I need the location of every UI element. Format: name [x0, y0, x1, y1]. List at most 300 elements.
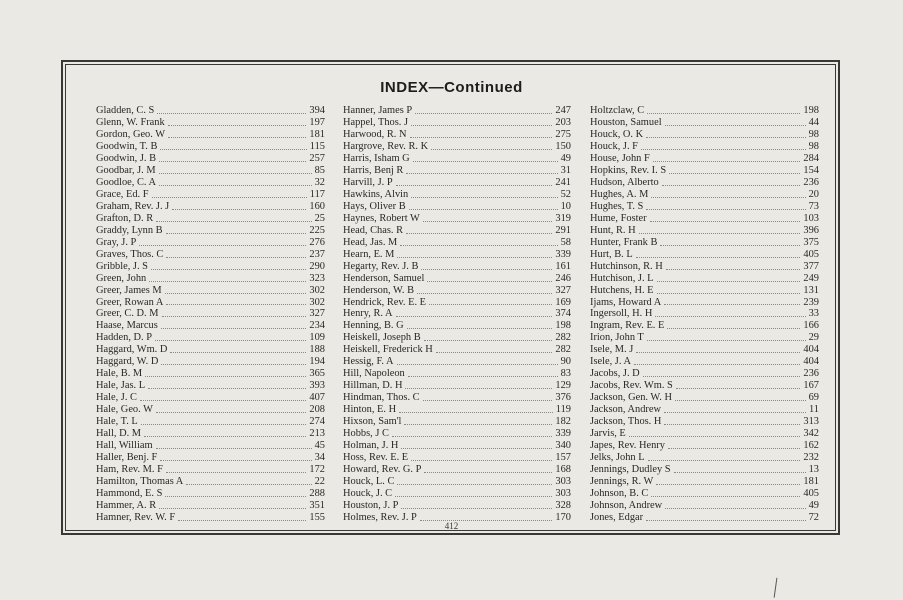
entry-name: Hunt, R. H: [590, 224, 636, 236]
index-entry: [96, 249, 325, 261]
entry-name: Hall, D. M: [96, 428, 142, 440]
entry-name: Heiskell, Frederick H: [343, 344, 433, 356]
entry-name: Gordon, Geo. W: [96, 128, 166, 140]
index-entry: [96, 464, 325, 476]
entry-name: Hutchison, J. L: [590, 272, 654, 284]
dot-leader: [636, 256, 801, 258]
entry-page-number: 131: [803, 284, 819, 296]
entry-page-number: 327: [555, 284, 571, 296]
index-entry: [343, 153, 571, 165]
entry-name: Gladden, C. S: [96, 105, 155, 116]
index-entry: [590, 392, 819, 404]
entry-page-number: 98: [808, 140, 819, 152]
entry-page-number: 117: [309, 188, 325, 200]
entry-name: Hadden, D. P: [96, 332, 152, 344]
entry-page-number: 232: [803, 452, 819, 464]
dot-leader: [639, 232, 801, 234]
entry-page-number: 225: [309, 224, 325, 236]
entry-page-number: 25: [314, 212, 325, 224]
entry-page-number: 32: [314, 176, 325, 188]
dot-leader: [665, 507, 805, 509]
entry-name: Grafton, D. R: [96, 212, 154, 224]
entry-name: Hamilton, Thomas A: [96, 476, 184, 488]
index-entry: [96, 488, 325, 500]
dot-leader: [410, 136, 553, 138]
index-entry: [590, 416, 819, 428]
entry-name: Haggard, W. D: [96, 356, 159, 368]
entry-name: Greer, Rowan A: [96, 296, 164, 308]
index-entry: [590, 213, 819, 225]
entry-page-number: 33: [808, 308, 819, 320]
dot-leader: [664, 303, 800, 305]
dot-leader: [157, 112, 306, 114]
index-entry: [343, 440, 571, 452]
entry-page-number: 282: [555, 344, 571, 356]
index-entry: [590, 189, 819, 201]
dot-leader: [667, 327, 800, 329]
dot-leader: [424, 339, 553, 341]
dot-leader: [140, 399, 306, 401]
entry-name: Hixson, Sam'l: [343, 416, 402, 428]
index-entry: [96, 153, 325, 165]
entry-name: Johnson, Andrew: [590, 499, 663, 511]
entry-page-number: 290: [309, 260, 325, 272]
entry-name: Jennings, R. W: [590, 476, 654, 488]
index-entry: [96, 201, 325, 213]
index-entry: [590, 105, 819, 117]
entry-page-number: 166: [803, 320, 819, 332]
index-entry: [590, 332, 819, 344]
entry-page-number: 405: [803, 248, 819, 260]
index-entry: [96, 237, 325, 249]
dot-leader: [155, 339, 306, 341]
dot-leader: [643, 375, 801, 377]
index-entry: [343, 452, 571, 464]
entry-page-number: 236: [803, 368, 819, 380]
index-entry: [343, 261, 571, 273]
index-entry: [590, 153, 819, 165]
entry-name: Jacobs, J. D: [590, 368, 640, 380]
dot-leader: [651, 196, 805, 198]
index-entry: [96, 165, 325, 177]
index-entry: [590, 249, 819, 261]
entry-page-number: 203: [555, 116, 571, 128]
index-heading: INDEX—Continued: [380, 79, 523, 96]
index-entry: [590, 129, 819, 141]
index-entry: [343, 500, 571, 512]
entry-page-number: 303: [555, 488, 571, 499]
index-entry: [96, 308, 325, 320]
index-entry: [96, 117, 325, 129]
index-entry: [96, 213, 325, 225]
index-entry: [343, 428, 571, 440]
dot-leader: [634, 363, 800, 365]
entry-name: Jackson, Andrew: [590, 404, 661, 416]
dot-leader: [401, 447, 552, 449]
index-entry: [96, 416, 325, 428]
entry-name: Graves, Thos. C: [96, 248, 164, 260]
dot-leader: [144, 435, 306, 437]
entry-page-number: 288: [309, 488, 325, 499]
entry-name: Hall, William: [96, 440, 153, 452]
entry-page-number: 119: [555, 404, 571, 416]
entry-name: Henderson, W. B: [343, 284, 414, 296]
dot-leader: [660, 244, 800, 246]
entry-name: Hessig, F. A: [343, 356, 394, 368]
entry-page-number: 115: [309, 140, 325, 152]
dot-leader: [159, 172, 312, 174]
dot-leader: [168, 136, 306, 138]
dot-leader: [149, 280, 306, 282]
index-entry: [343, 165, 571, 177]
index-entry: [96, 344, 325, 356]
entry-name: Isele, M. J: [590, 344, 634, 356]
index-entry: [343, 476, 571, 488]
entry-page-number: 239: [803, 296, 819, 308]
entry-page-number: 20: [808, 188, 819, 200]
dot-leader: [168, 124, 307, 126]
dot-leader: [423, 399, 553, 401]
entry-name: Head, Chas. R: [343, 224, 404, 236]
dot-leader: [156, 411, 306, 413]
index-entry: [96, 404, 325, 416]
entry-page-number: 194: [309, 356, 325, 368]
index-entry: [343, 416, 571, 428]
dot-leader: [651, 495, 800, 497]
entry-name: Goodwin, J. B: [96, 152, 157, 164]
entry-page-number: 34: [314, 452, 325, 464]
entry-page-number: 284: [803, 152, 819, 164]
index-entry: [96, 297, 325, 309]
entry-page-number: 10: [560, 200, 571, 212]
entry-name: Houck, J. C: [343, 488, 393, 499]
dot-leader: [668, 447, 800, 449]
dot-leader: [636, 351, 800, 353]
dot-leader: [657, 292, 801, 294]
entry-name: Ingram, Rev. E. E: [590, 320, 665, 332]
entry-page-number: 291: [555, 224, 571, 236]
entry-name: Hinton, E. H: [343, 404, 397, 416]
entry-name: House, John F: [590, 152, 650, 164]
entry-page-number: 234: [309, 320, 325, 332]
entry-name: Glenn, W. Frank: [96, 116, 165, 128]
entry-page-number: 275: [555, 128, 571, 140]
entry-name: Goodbar, J. M: [96, 164, 156, 176]
entry-page-number: 323: [309, 272, 325, 284]
index-entry: [96, 500, 325, 512]
dot-leader: [401, 507, 552, 509]
entry-page-number: 22: [314, 476, 325, 488]
index-entry: [343, 225, 571, 237]
entry-name: Irion, John T: [590, 332, 644, 344]
entry-name: Hays, Oliver B: [343, 200, 406, 212]
index-entry: [343, 117, 571, 129]
entry-name: Jennings, Dudley S: [590, 464, 671, 476]
index-entry: [590, 117, 819, 129]
entry-name: Henry, R. A: [343, 308, 393, 320]
dot-leader: [166, 256, 306, 258]
index-entry: [343, 464, 571, 476]
dot-leader: [664, 411, 806, 413]
entry-name: Harvill, J. P: [343, 176, 393, 188]
dot-leader: [139, 244, 306, 246]
entry-page-number: 58: [560, 236, 571, 248]
index-entry: [590, 368, 819, 380]
entry-page-number: 407: [309, 392, 325, 404]
entry-name: Hill, Napoleon: [343, 368, 405, 380]
dot-leader: [141, 423, 307, 425]
entry-page-number: 90: [560, 356, 571, 368]
entry-name: Jacobs, Rev. Wm. S: [590, 380, 673, 392]
entry-name: Goodwin, T. B: [96, 140, 158, 152]
index-entry: [96, 225, 325, 237]
index-entry: [96, 285, 325, 297]
index-entry: [343, 105, 571, 117]
entry-page-number: 213: [309, 428, 325, 440]
dot-leader: [400, 244, 557, 246]
entry-page-number: 327: [309, 308, 325, 320]
entry-name: Haggard, Wm. D: [96, 344, 168, 356]
index-entry: [343, 213, 571, 225]
entry-name: Holmes, Rev. J. P: [343, 511, 417, 523]
dot-leader: [664, 423, 800, 425]
index-entry: [343, 273, 571, 285]
entry-page-number: 11: [808, 404, 819, 416]
entry-name: Greer, James M: [96, 284, 162, 296]
dot-leader: [159, 507, 306, 509]
index-entry: [343, 249, 571, 261]
entry-name: Hume, Foster: [590, 212, 647, 224]
dot-leader: [657, 280, 801, 282]
entry-name: Gribble, J. S: [96, 260, 148, 272]
pencil-mark: [774, 578, 782, 599]
entry-name: Hammond, E. S: [96, 488, 163, 499]
entry-name: Heiskell, Joseph B: [343, 332, 421, 344]
entry-name: Hearn, E. M: [343, 248, 395, 260]
entry-page-number: 365: [309, 368, 325, 380]
entry-page-number: 181: [803, 476, 819, 488]
dot-leader: [405, 387, 552, 389]
index-entry: [590, 320, 819, 332]
entry-name: Hurt, B. L: [590, 248, 633, 260]
index-entry: [343, 297, 571, 309]
index-entry: [96, 380, 325, 392]
entry-page-number: 393: [309, 380, 325, 392]
entry-page-number: 167: [803, 380, 819, 392]
entry-name: Hale, Geo. W: [96, 404, 153, 416]
entry-name: Hale, J. C: [96, 392, 137, 404]
dot-leader: [427, 280, 552, 282]
dot-leader: [641, 148, 806, 150]
dot-leader: [665, 124, 806, 126]
page-number: 412: [444, 521, 459, 531]
dot-leader: [417, 292, 552, 294]
index-entry: [590, 464, 819, 476]
dot-leader: [413, 160, 558, 162]
entry-name: Hutchens, H. E: [590, 284, 654, 296]
index-column-2: [343, 105, 571, 524]
index-entry: [343, 356, 571, 368]
dot-leader: [431, 148, 552, 150]
entry-page-number: 249: [803, 272, 819, 284]
entry-name: Isele, J. A: [590, 356, 631, 368]
entry-name: Ingersoll, H. H: [590, 308, 653, 320]
entry-page-number: 44: [808, 116, 819, 128]
index-entry: [96, 392, 325, 404]
entry-page-number: 161: [555, 260, 571, 272]
entry-name: Grace, Ed. F: [96, 188, 149, 200]
entry-page-number: 276: [309, 236, 325, 248]
entry-page-number: 162: [803, 440, 819, 452]
entry-page-number: 302: [309, 296, 325, 308]
entry-name: Howard, Rev. G. P: [343, 464, 422, 476]
dot-leader: [411, 459, 552, 461]
dot-leader: [162, 315, 307, 317]
dot-leader: [166, 232, 307, 234]
dot-leader: [411, 124, 552, 126]
entry-page-number: 188: [309, 344, 325, 356]
entry-page-number: 13: [808, 464, 819, 476]
dot-leader: [148, 387, 306, 389]
entry-page-number: 394: [309, 105, 325, 116]
index-entry: [590, 428, 819, 440]
index-entry: [96, 320, 325, 332]
entry-page-number: 328: [555, 499, 571, 511]
dot-leader: [411, 196, 557, 198]
dot-leader: [406, 172, 557, 174]
entry-page-number: 69: [808, 392, 819, 404]
entry-page-number: 197: [309, 116, 325, 128]
index-column-3: [590, 105, 819, 524]
index-entry: [590, 285, 819, 297]
dot-leader: [655, 315, 805, 317]
dot-leader: [395, 495, 552, 497]
entry-page-number: 208: [309, 404, 325, 416]
entry-name: Hillman, D. H: [343, 380, 403, 392]
entry-name: Head, Jas. M: [343, 236, 398, 248]
index-entry: [590, 380, 819, 392]
entry-page-number: 160: [309, 200, 325, 212]
entry-name: Harris, Isham G: [343, 152, 410, 164]
index-entry: [96, 261, 325, 273]
entry-page-number: 83: [560, 368, 571, 380]
index-entry: [343, 368, 571, 380]
entry-page-number: 198: [803, 105, 819, 116]
index-entry: [343, 141, 571, 153]
dot-leader: [397, 483, 552, 485]
entry-name: Johnson, B. C: [590, 488, 649, 499]
dot-leader: [166, 471, 307, 473]
entry-page-number: 404: [803, 344, 819, 356]
entry-page-number: 182: [555, 416, 571, 428]
entry-name: Hale, T. L: [96, 416, 138, 428]
entry-page-number: 339: [555, 428, 571, 440]
dot-leader: [399, 411, 553, 413]
entry-page-number: 29: [808, 332, 819, 344]
entry-page-number: 241: [555, 176, 571, 188]
index-entry: [343, 392, 571, 404]
index-entry: [343, 344, 571, 356]
entry-page-number: 52: [560, 188, 571, 200]
dot-leader: [397, 363, 558, 365]
index-entry: [590, 476, 819, 488]
dot-leader: [151, 268, 306, 270]
entry-name: Hale, Jas. L: [96, 380, 146, 392]
entry-name: Hobbs, J C: [343, 428, 389, 440]
entry-name: Hawkins, Alvin: [343, 188, 409, 200]
entry-page-number: 340: [555, 440, 571, 452]
index-entry: [343, 129, 571, 141]
dot-leader: [145, 375, 306, 377]
dot-leader: [407, 327, 553, 329]
index-column-1: [96, 105, 325, 524]
entry-page-number: 236: [803, 176, 819, 188]
index-entry: [343, 285, 571, 297]
entry-name: Hammer, A. R: [96, 499, 157, 511]
index-entry: [343, 189, 571, 201]
entry-page-number: 396: [803, 224, 819, 236]
entry-name: Hunter, Frank B: [590, 236, 658, 248]
entry-page-number: 377: [803, 260, 819, 272]
entry-name: Jarvis, E: [590, 428, 626, 440]
entry-page-number: 237: [309, 248, 325, 260]
index-entry: [96, 141, 325, 153]
dot-leader: [662, 184, 801, 186]
dot-leader: [165, 495, 306, 497]
entry-page-number: 172: [309, 464, 325, 476]
dot-leader: [159, 184, 312, 186]
dot-leader: [647, 112, 800, 114]
index-entry: [343, 308, 571, 320]
entry-name: Goodloe, C. A: [96, 176, 157, 188]
entry-page-number: 168: [555, 464, 571, 476]
entry-page-number: 313: [803, 416, 819, 428]
index-entry: [590, 273, 819, 285]
dot-leader: [165, 292, 307, 294]
entry-name: Haller, Benj. F: [96, 452, 158, 464]
entry-page-number: 376: [555, 392, 571, 404]
dot-leader: [647, 339, 806, 341]
index-entry: [590, 488, 819, 500]
dot-leader: [172, 208, 306, 210]
dot-leader: [646, 136, 806, 138]
entry-name: Houck, O. K: [590, 128, 644, 140]
dot-leader: [406, 232, 552, 234]
entry-page-number: 274: [309, 416, 325, 428]
dot-leader: [396, 184, 553, 186]
entry-name: Jelks, John L: [590, 452, 645, 464]
dot-leader: [152, 196, 307, 198]
dot-leader: [160, 459, 311, 461]
entry-page-number: 319: [555, 212, 571, 224]
index-entry: [590, 261, 819, 273]
dot-leader: [424, 471, 552, 473]
entry-name: Ijams, Howard A: [590, 296, 662, 308]
dot-leader: [648, 459, 801, 461]
entry-name: Jackson, Gen. W. H: [590, 392, 672, 404]
dot-leader: [408, 375, 558, 377]
entry-page-number: 72: [808, 511, 819, 523]
dot-leader: [161, 363, 306, 365]
entry-name: Graddy, Lynn B: [96, 224, 163, 236]
index-entry: [590, 177, 819, 189]
index-entry: [343, 237, 571, 249]
index-entry: [590, 308, 819, 320]
entry-name: Hendrick, Rev. E. E: [343, 296, 427, 308]
dot-leader: [629, 435, 801, 437]
entry-page-number: 170: [555, 511, 571, 523]
entry-page-number: 45: [314, 440, 325, 452]
